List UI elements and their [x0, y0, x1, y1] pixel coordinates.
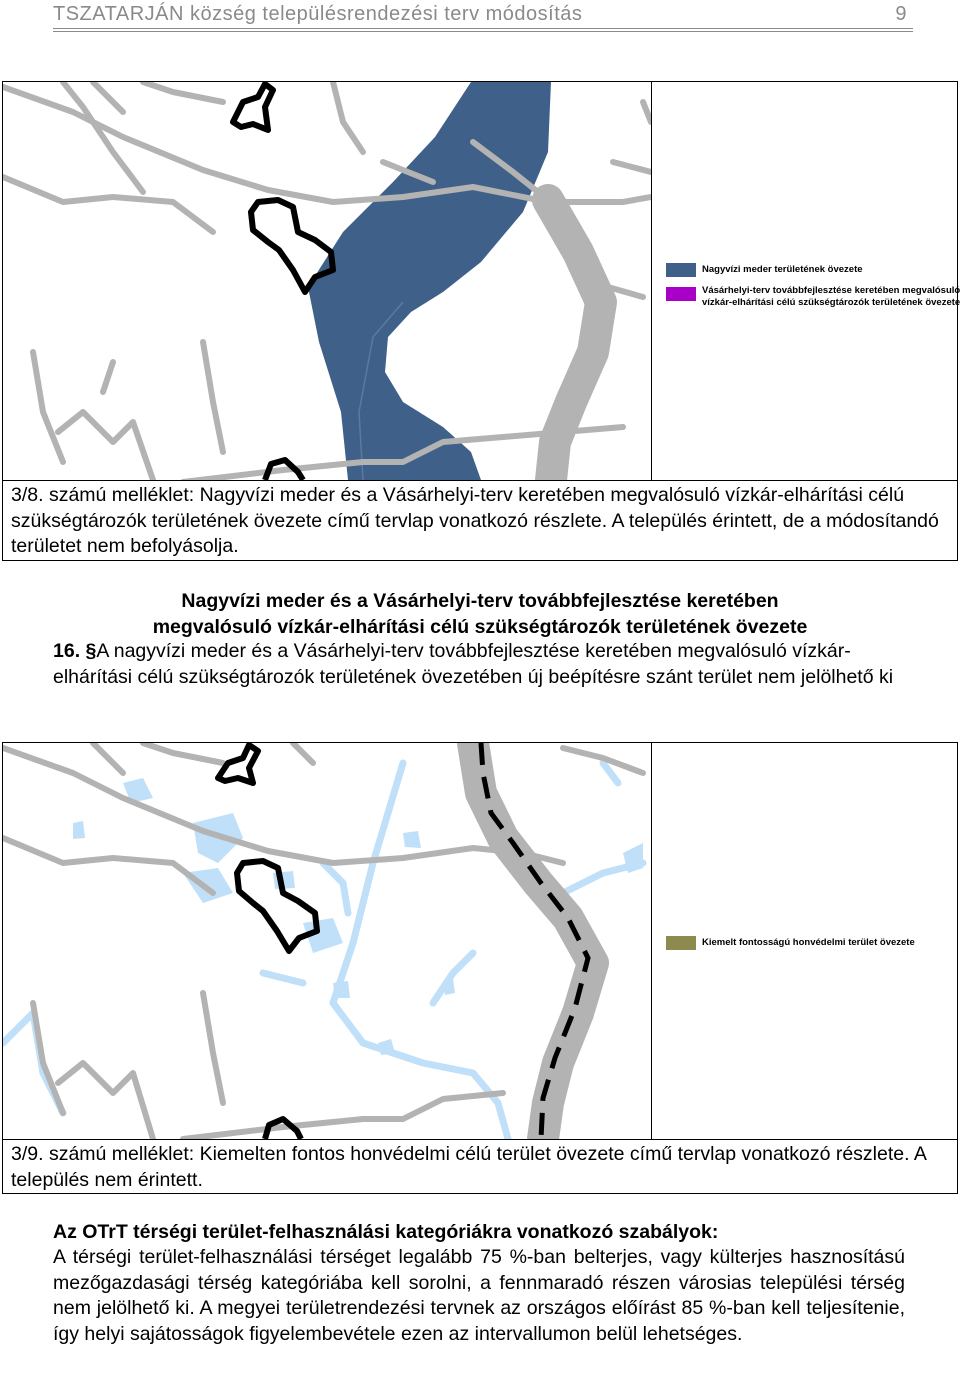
settlement-boundary-north: [218, 745, 258, 783]
figure-caption: 3/9. számú melléklet: Kiemelten fontos honvédelmi célú terület övezete című tervlap vonatkozó részlete. A település nem érintett.: [3, 1139, 957, 1193]
settlement-boundary-center: [237, 861, 317, 951]
legend-label: Vásárhelyi-terv továbbfejlesztése keretében megvalósuló: [702, 285, 960, 296]
paragraph-16: [53, 639, 907, 690]
rules-body: A térségi terület-felhasználási térséget legalább 75 %-ban belterjes, vagy külterjes hasznosítású mezőgazdasági térség kategóriába kell sorolni, a fennmaradó részen városias települési térség nem jelölhető ki. A megyei területrendezési tervnek az országos előírást 85 %-ban kell teljesítenie, így helyi sajátosságok figyelembevétele ezen az intervallumon belül lehetséges.: [53, 1246, 905, 1346]
map-defense-zone-drawing: [3, 743, 651, 1139]
main-road: [473, 743, 593, 1139]
page-header: [53, 0, 913, 29]
figure-3-9: [2, 742, 958, 1194]
paragraph-text: A nagyvízi meder és a Vásárhelyi-terv továbbfejlesztése keretében megvalósuló vízkár-elhárítási célú szükségtározók területének övezetében új beépítésre szánt terület nem jelölhető ki: [53, 640, 894, 688]
legend-panel: [651, 743, 958, 1139]
legend-label: Kiemelt fontosságú honvédelmi terület övezete: [702, 937, 915, 948]
settlement-boundary-north: [233, 84, 273, 130]
legend-swatch: [666, 287, 696, 301]
main-road: [548, 200, 601, 480]
map-defense-zone: [3, 743, 651, 1139]
section-title-line: Nagyvízi meder és a Vásárhelyi-terv továbbfejlesztése keretében: [181, 590, 779, 612]
map-river-zone-drawing: [3, 82, 651, 480]
legend-label: vízkár-elhárítási célú szükségtározók területének övezete: [702, 297, 960, 308]
section-title: [53, 588, 907, 640]
rules-heading: Az OTrT térségi terület-felhasználási kategóriákra vonatkozó szabályok:: [53, 1221, 719, 1243]
paragraph-number: 16. §: [53, 640, 97, 662]
figure-caption: 3/8. számú melléklet: Nagyvízi meder és a Vásárhelyi-terv keretében megvalósuló vízkár-elhárítási célú szükségtározók területének övezete című tervlap vonatkozó részlete. A település érintett, de a módosítandó területet nem befolyásolja.: [3, 480, 957, 560]
legend-label: Nagyvízi meder területének övezete: [702, 264, 863, 275]
figure-3-8: [2, 81, 958, 561]
section-title-line: megvalósuló vízkár-elhárítási célú szükségtározók területének övezete: [152, 616, 808, 638]
map-river-zone: [3, 82, 651, 480]
page-number: 9: [895, 3, 907, 25]
document-title: TSZATARJÁN község településrendezési terv módosítás: [53, 3, 583, 25]
legend-swatch: [666, 936, 696, 950]
legend-swatch: [666, 263, 696, 277]
river-zone-area: [308, 82, 551, 480]
legend-panel: [651, 82, 958, 480]
